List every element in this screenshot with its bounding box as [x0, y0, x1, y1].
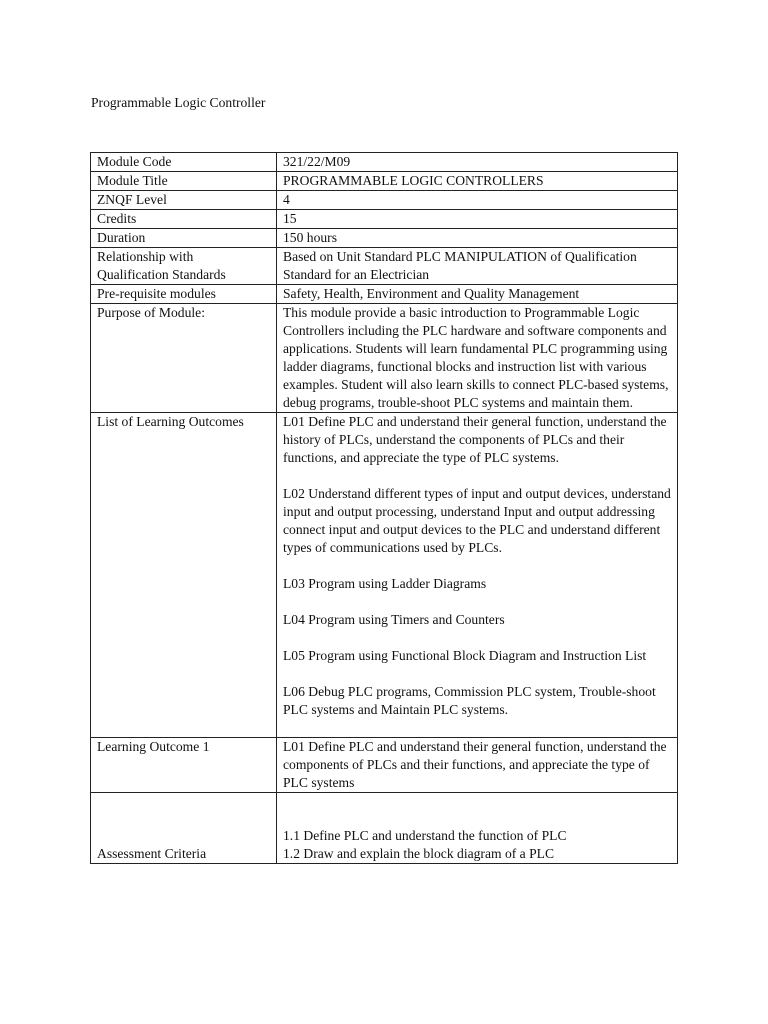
row-relationship: [91, 248, 678, 285]
document-title: Programmable Logic Controller: [91, 95, 266, 110]
assessment-criteria-label: Assessment Criteria: [91, 793, 277, 864]
assessment-criterion: 1.2 Draw and explain the block diagram of a PLC: [283, 846, 555, 861]
module-title-label: Module Title: [91, 172, 277, 191]
row-prerequisite: [91, 285, 678, 304]
relationship-value: Based on Unit Standard PLC MANIPULATION of Qualification Standard for an Electrician: [277, 248, 678, 285]
prerequisite-value: Safety, Health, Environment and Quality Management: [277, 285, 678, 304]
assessment-criteria-list: [277, 793, 678, 864]
row-assessment-criteria: [91, 793, 678, 864]
learning-outcome-1-label: Learning Outcome 1: [91, 738, 277, 793]
row-purpose: [91, 304, 678, 413]
purpose-value: This module provide a basic introduction to Programmable Logic Controllers including the PLC hardware and software components and applications. Students will learn fundamental PLC programming using ladder diagrams, functional blocks and instruction list with various examples. Student will also learn skills to connect PLC-based systems, debug programs, trouble-shoot PLC systems and maintain them.: [277, 304, 678, 413]
cell-spacer: [283, 719, 671, 737]
duration-label: Duration: [91, 229, 277, 248]
learning-outcome-item: L06 Debug PLC programs, Commission PLC system, Trouble-shoot PLC systems and Maintain PLC systems.: [283, 684, 656, 717]
relationship-label-line2: Qualification Standards: [97, 267, 226, 282]
learning-outcome-1-value: L01 Define PLC and understand their general function, understand the components of PLCs and their functions, and appreciate the type of PLC systems: [277, 738, 678, 793]
module-code-label: Module Code: [91, 153, 277, 172]
znqf-level-label: ZNQF Level: [91, 191, 277, 210]
row-duration: [91, 229, 678, 248]
learning-outcome-item: L04 Program using Timers and Counters: [283, 612, 505, 627]
learning-outcomes-list: [277, 413, 678, 738]
row-znqf-level: [91, 191, 678, 210]
learning-outcome-item: L05 Program using Functional Block Diagram and Instruction List: [283, 648, 647, 663]
module-table: [90, 152, 678, 864]
znqf-level-value: 4: [277, 191, 678, 210]
row-learning-outcomes: [91, 413, 678, 738]
assessment-criterion: 1.1 Define PLC and understand the function of PLC: [283, 828, 567, 843]
credits-label: Credits: [91, 210, 277, 229]
relationship-label-line1: Relationship with: [97, 249, 194, 264]
module-code-value: 321/22/M09: [277, 153, 678, 172]
row-learning-outcome-1: [91, 738, 678, 793]
row-credits: [91, 210, 678, 229]
row-module-title: [91, 172, 678, 191]
module-title-value: PROGRAMMABLE LOGIC CONTROLLERS: [277, 172, 678, 191]
relationship-label: [91, 248, 277, 285]
learning-outcome-item: L02 Understand different types of input and output devices, understand input and output processing, understand Input and output addressing connect input and output devices to the PLC and understand different types of communications used by PLCs.: [283, 486, 671, 555]
credits-value: 15: [277, 210, 678, 229]
learning-outcomes-label: List of Learning Outcomes: [91, 413, 277, 738]
row-module-code: [91, 153, 678, 172]
duration-value: 150 hours: [277, 229, 678, 248]
prerequisite-label: Pre-requisite modules: [91, 285, 277, 304]
learning-outcome-item: L01 Define PLC and understand their general function, understand the history of PLCs, understand the components of PLCs and their functions, and appreciate the type of PLC systems.: [283, 414, 667, 465]
purpose-label: Purpose of Module:: [91, 304, 277, 413]
learning-outcome-item: L03 Program using Ladder Diagrams: [283, 576, 487, 591]
